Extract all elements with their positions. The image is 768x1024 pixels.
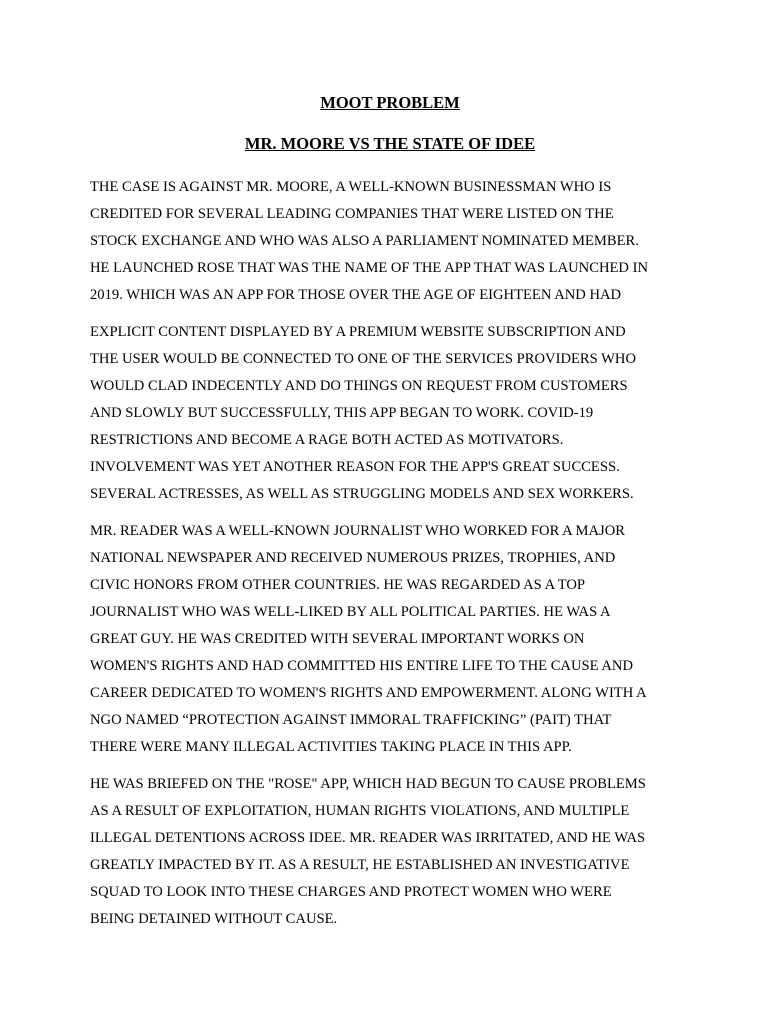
paragraph-line: AS A RESULT OF EXPLOITATION, HUMAN RIGHTS VIOLATIONS, AND MULTIPLE [90, 803, 630, 819]
paragraph-line: HE LAUNCHED ROSE THAT WAS THE NAME OF THE APP THAT WAS LAUNCHED IN [90, 260, 648, 276]
paragraph-app-details [90, 319, 690, 508]
paragraph-line: GREAT GUY. HE WAS CREDITED WITH SEVERAL IMPORTANT WORKS ON [90, 631, 585, 647]
paragraph-line: GREATLY IMPACTED BY IT. AS A RESULT, HE ESTABLISHED AN INVESTIGATIVE [90, 857, 630, 873]
case-title: MR. MOORE VS THE STATE OF IDEE [244, 134, 536, 153]
paragraph-investigation [90, 771, 690, 933]
paragraph-line: CAREER DEDICATED TO WOMEN'S RIGHTS AND EMPOWERMENT. ALONG WITH A [90, 685, 647, 701]
document-page [90, 92, 690, 943]
paragraph-line: RESTRICTIONS AND BECOME A RAGE BOTH ACTED AS MOTIVATORS. [90, 432, 564, 448]
paragraph-line: JOURNALIST WHO WAS WELL-LIKED BY ALL POLITICAL PARTIES. HE WAS A [90, 604, 611, 620]
paragraph-line: WOULD CLAD INDECENTLY AND DO THINGS ON REQUEST FROM CUSTOMERS [90, 378, 628, 394]
paragraph-line: CIVIC HONORS FROM OTHER COUNTRIES. HE WAS REGARDED AS A TOP [90, 577, 586, 593]
paragraph-line: MR. READER WAS A WELL-KNOWN JOURNALIST WHO WORKED FOR A MAJOR [90, 523, 625, 539]
paragraph-line: AND SLOWLY BUT SUCCESSFULLY, THIS APP BEGAN TO WORK. COVID-19 [90, 405, 594, 421]
paragraph-line: HE WAS BRIEFED ON THE "ROSE" APP, WHICH HAD BEGUN TO CAUSE PROBLEMS [90, 776, 646, 792]
paragraph-line: BEING DETAINED WITHOUT CAUSE. [90, 911, 338, 927]
paragraph-line: SQUAD TO LOOK INTO THESE CHARGES AND PROTECT WOMEN WHO WERE [90, 884, 612, 900]
paragraph-line: WOMEN'S RIGHTS AND HAD COMMITTED HIS ENTIRE LIFE TO THE CAUSE AND [90, 658, 634, 674]
paragraph-line: STOCK EXCHANGE AND WHO WAS ALSO A PARLIAMENT NOMINATED MEMBER. [90, 233, 639, 249]
paragraph-line: SEVERAL ACTRESSES, AS WELL AS STRUGGLING MODELS AND SEX WORKERS. [90, 486, 634, 502]
paragraph-line: THERE WERE MANY ILLEGAL ACTIVITIES TAKING PLACE IN THIS APP. [90, 739, 572, 755]
paragraph-line: INVOLVEMENT WAS YET ANOTHER REASON FOR THE APP'S GREAT SUCCESS. [90, 459, 620, 475]
paragraph-line: 2019. WHICH WAS AN APP FOR THOSE OVER THE AGE OF EIGHTEEN AND HAD [90, 287, 622, 303]
paragraph-case-background [90, 174, 690, 309]
paragraph-line: THE USER WOULD BE CONNECTED TO ONE OF THE SERVICES PROVIDERS WHO [90, 351, 636, 367]
paragraph-line: THE CASE IS AGAINST MR. MOORE, A WELL-KNOWN BUSINESSMAN WHO IS [90, 179, 612, 195]
paragraph-line: NGO NAMED “PROTECTION AGAINST IMMORAL TRAFFICKING” (PAIT) THAT [90, 712, 612, 728]
paragraph-line: NATIONAL NEWSPAPER AND RECEIVED NUMEROUS PRIZES, TROPHIES, AND [90, 550, 616, 566]
paragraph-line: EXPLICIT CONTENT DISPLAYED BY A PREMIUM WEBSITE SUBSCRIPTION AND [90, 324, 626, 340]
paragraph-line: CREDITED FOR SEVERAL LEADING COMPANIES THAT WERE LISTED ON THE [90, 206, 614, 222]
document-title: MOOT PROBLEM [320, 93, 460, 112]
paragraph-line: ILLEGAL DETENTIONS ACROSS IDEE. MR. READER WAS IRRITATED, AND HE WAS [90, 830, 646, 846]
paragraph-journalist [90, 518, 690, 761]
